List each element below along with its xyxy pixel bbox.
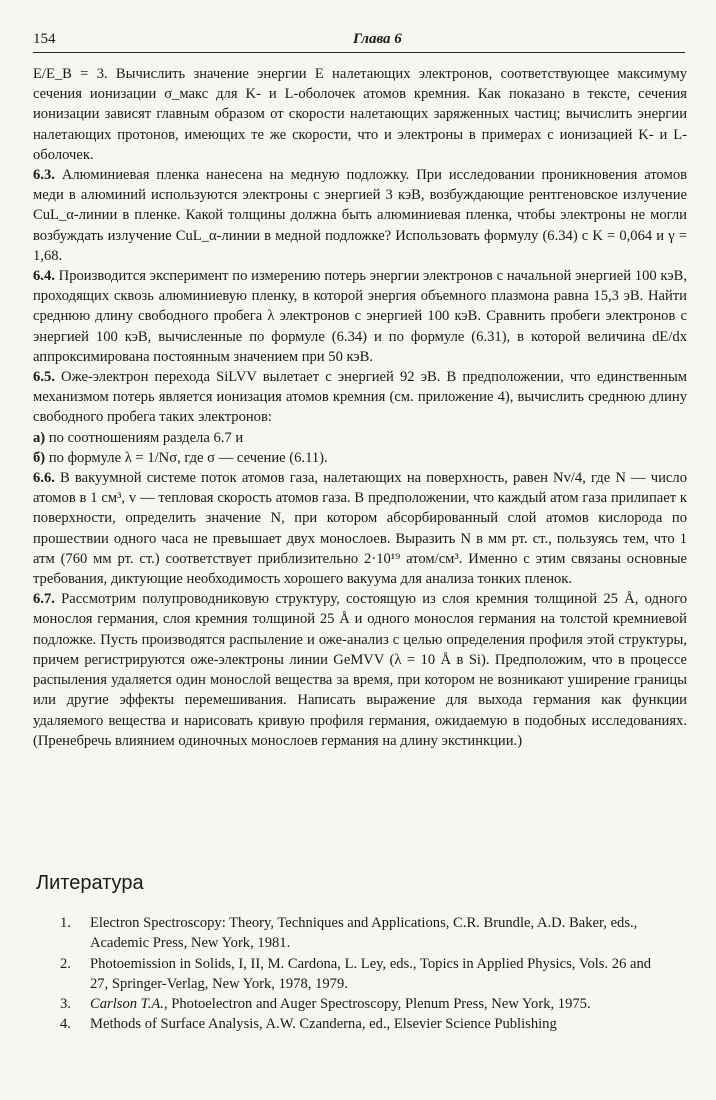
problem-6-3: 6.3. Алюминиевая пленка нанесена на медную подложку. При исследовании проникновения атомов меди в алюминий используются электроны с энергией 3 кэВ, возбуждающие рентгеновское излучение CuL_α-линии в пленке. Какой толщины должна быть алюминиевая пленка, чтобы электроны не могли возбуждать излучение CuL_α-линии в медной подложке? Использовать формулу (6.34) с K = 0,064 и γ = 1,68. (33, 167, 688, 264)
problem-number: 6.6. (33, 470, 55, 487)
problem-6-6: 6.6. В вакуумной системе поток атомов газа, налетающих на поверхность, равен Nv/4, где N — число атомов в 1 см³, v — тепловая скорость атомов газа. В предположении, что каждый атом газа прилипает к поверхности, определить значение N, при котором абсорбированный слой атомов кислорода по прошествии одного часа не превышает двух монослоев. Выразить N в мм рт. ст., пользуясь тем, что 1 атм (760 мм рт. ст.) соответствует приблизительно 2·10¹⁹ атом/см³. Именно с этим связаны основные требования, диктующие необходимость хорошего вакуума для анализа тонких пленок. (33, 470, 687, 588)
problem-6-5: 6.5. Оже-электрон перехода SiLVV вылетает с энергией 92 эВ. В предположении, что единственным механизмом потерь является ионизация атомов кремния (см. приложение 4), вычислить среднюю длину свободного пробега таких электронов: (33, 369, 687, 426)
chapter-title: Глава 6 (353, 31, 402, 47)
page-number: 154 (33, 31, 56, 47)
problem-number: 6.7. (33, 591, 55, 608)
problem-6-4: 6.4. Производится эксперимент по измерению потерь энергии электронов с начальной энергией 100 кэВ, проходящих сквозь алюминиевую пленку, в которой энергия объемного плазмона равна 15,3 эВ. Найти среднюю длину свободного пробега λ электронов с энергией 100 кэВ. Сравнить пробеги электронов с энергией 100 кэВ, вычисленные по формуле (6.34) и по формуле (6.31), в которой величина dE/dx аппроксимирована постоянным значением при 50 кэВ. (33, 268, 687, 365)
reference-item: 1. Electron Spectroscopy: Theory, Techniques and Applications, C.R. Brundle, A.D. Baker, eds., Academic Press, New York, 1981. (60, 915, 638, 952)
problem-6-5-b: б) по формуле λ = 1/Nσ, где σ — сечение (6.11). (33, 449, 328, 466)
sub-item-letter: б) (33, 449, 46, 466)
reference-item: 3. Carlson T.A., Photoelectron and Auger Spectroscopy, Plenum Press, New York, 1975. (60, 996, 591, 1013)
problem-number: 6.5. (33, 369, 55, 386)
paragraph-continuation: E/E_B = 3. Вычислить значение энергии E налетающих электронов, соответствующее максимуму сечения ионизации σ_макс для K- и L-оболочек атомов кремния. Как показано в тексте, сечения ионизации зависят главным образом от скорости налетающих заряженных частиц; вычислить энергии налетающих протонов, имеющих те же скорости, что и электроны в примерах с ионизацией K- и L-оболочек. (33, 66, 687, 163)
sub-item-letter: а) (33, 429, 46, 446)
problem-number: 6.4. (33, 268, 55, 285)
reference-item: 4. Methods of Surface Analysis, A.W. Czanderna, ed., Elsevier Science Publishing (60, 1016, 557, 1033)
problem-6-7: 6.7. Рассмотрим полупроводниковую структуру, состоящую из слоя кремния толщиной 25 Å, одного монослоя германия, слоя кремния толщиной 25 Å и одного монослоя германия на толстой кремниевой подложке. Пусть производятся распыление и оже-анализ с целью определения профиля этой структуры, причем регистрируются оже-электроны линии GeMVV (λ = 10 Å в Si). Предположим, что в процессе распыления удаляется один монослой вещества за время, при котором не возникают уширение границы или другие эффекты перемешивания. Написать выражение для выхода германия как функции удаляемого вещества и нарисовать кривую профиля германия, ожидаемую в подобных исследованиях. (Пренебречь влиянием одиночных монослоев германия на длину экстинкции.) (33, 591, 687, 749)
reference-item: 2. Photoemission in Solids, I, II, M. Cardona, L. Ley, eds., Topics in Applied Physics, Vols. 26 and 27, Springer-Verlag, New York, 1978, 1979. (60, 955, 652, 992)
problem-number: 6.3. (33, 167, 55, 184)
problems-text (33, 64, 687, 751)
references-heading: Литература (36, 872, 144, 894)
problem-6-5-a: а) по соотношениям раздела 6.7 и (33, 429, 244, 446)
references-list (60, 913, 670, 1035)
page-header (33, 30, 685, 53)
